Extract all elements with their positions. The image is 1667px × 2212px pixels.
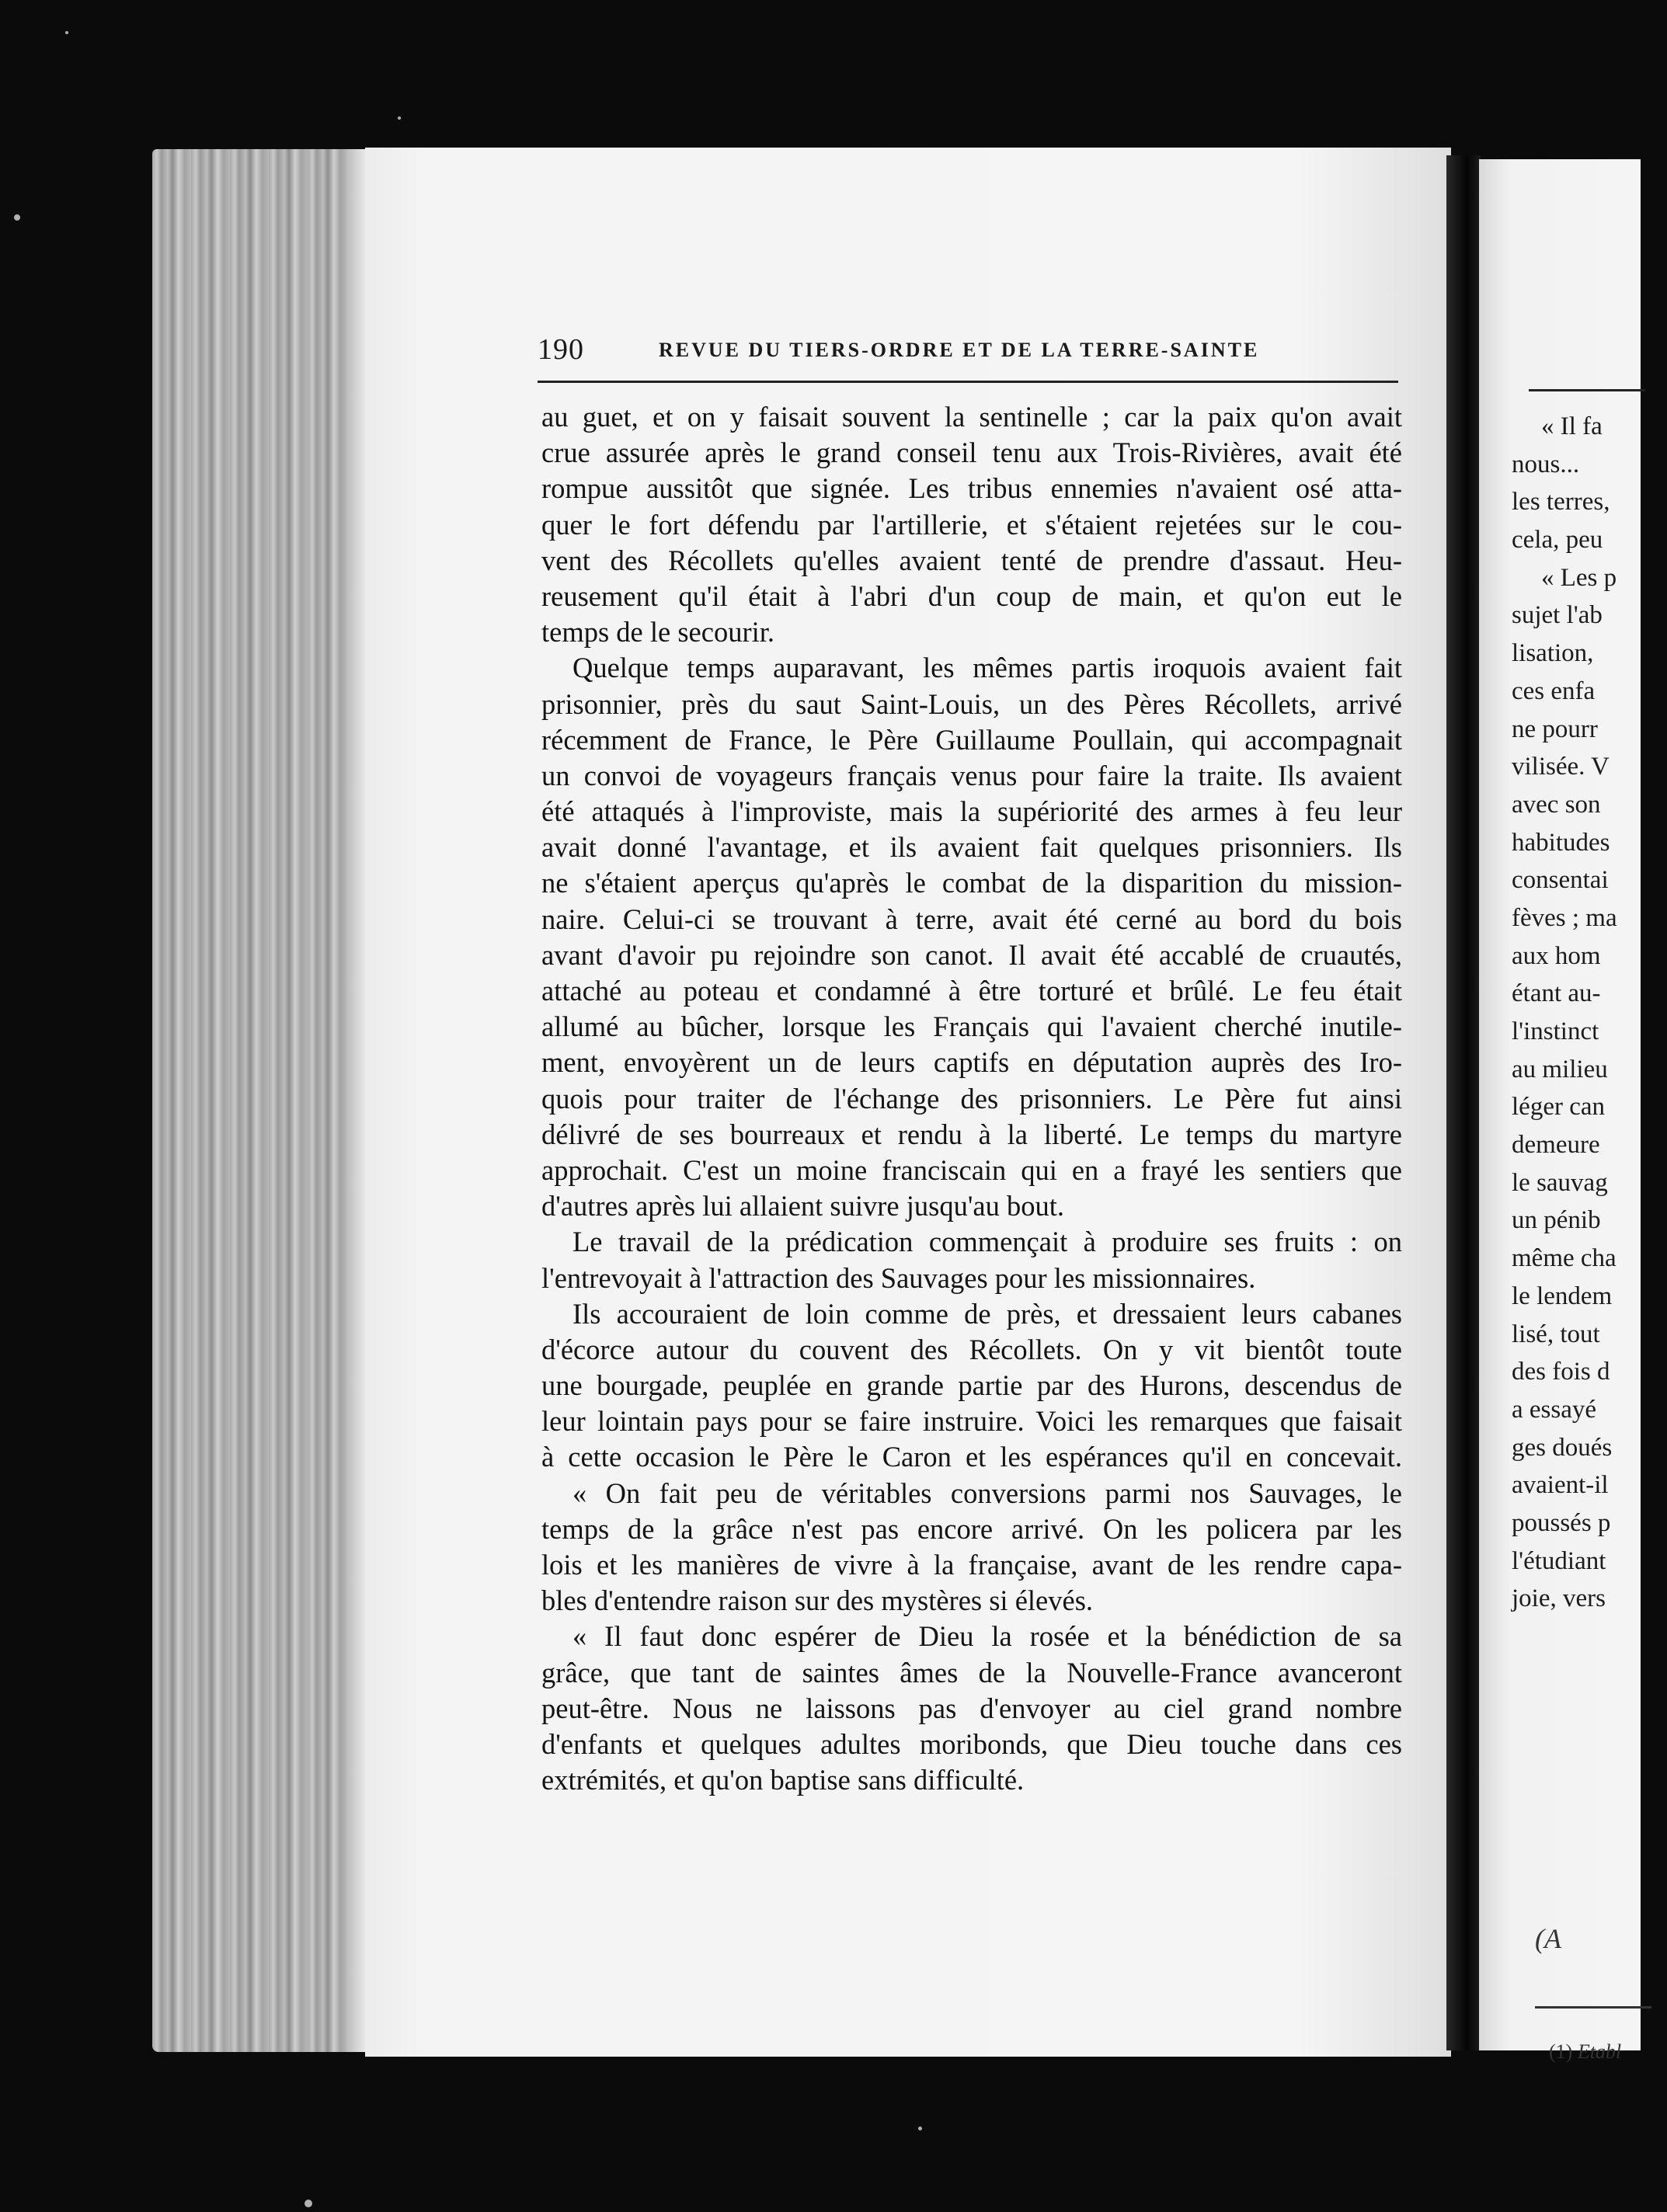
facing-text-line: a essayé xyxy=(1512,1395,1597,1424)
text-line: rompue aussitôt que signée. Les tribus ennemies n'avaient osé atta- xyxy=(541,472,1402,505)
text-line: « On fait peu de véritables conversions parmi nos Sauvages, le xyxy=(572,1476,1402,1509)
running-title: REVUE DU TIERS-ORDRE ET DE LA TERRE-SAINTE xyxy=(659,339,1260,361)
text-line: allumé au bûcher, lorsque les Français qui l'avaient cherché inutile- xyxy=(541,1010,1402,1043)
text-line: quois pour traiter de l'échange des prisonniers. Le Père fut ainsi xyxy=(541,1082,1402,1115)
facing-text-line: joie, vers xyxy=(1512,1584,1606,1613)
facing-text-line: un pénib xyxy=(1512,1206,1601,1235)
facing-text-line: fèves ; ma xyxy=(1512,903,1617,932)
facing-text-line: cela, peu xyxy=(1512,526,1603,555)
facing-text-line: vilisée. V xyxy=(1512,753,1610,781)
text-line: temps de le secourir. xyxy=(541,616,775,649)
running-header xyxy=(538,332,1400,373)
text-line: attaché au poteau et condamné à être torturé et brûlé. Le feu était xyxy=(541,975,1402,1007)
background-speck xyxy=(65,31,68,34)
facing-text-line: aux hom xyxy=(1512,941,1601,970)
facing-text-line: demeure xyxy=(1512,1131,1600,1160)
text-line: été attaqués à l'improviste, mais la supériorité des armes à feu leur xyxy=(541,795,1402,828)
facing-text-line: même cha xyxy=(1512,1244,1617,1273)
facing-footnote xyxy=(1549,2040,1621,2064)
text-line: un convoi de voyageurs français venus pour faire la traite. Ils avaient xyxy=(541,759,1402,791)
facing-text-line: les terres, xyxy=(1512,488,1610,516)
text-line: une bourgade, peuplée en grande partie par des Hurons, descendus de xyxy=(541,1369,1402,1402)
background-speck xyxy=(398,117,401,120)
facing-text-line: lisation, xyxy=(1512,639,1594,668)
footnote-text: Etabl xyxy=(1577,2040,1622,2063)
facing-text-line: poussés p xyxy=(1512,1508,1611,1537)
facing-text-line: lisé, tout xyxy=(1512,1320,1600,1348)
facing-text-line: l'instinct xyxy=(1512,1017,1599,1045)
text-line: avait donné l'avantage, et ils avaient fait quelques prisonniers. Ils xyxy=(541,831,1402,864)
facing-page-text xyxy=(1512,408,1667,1618)
text-line: d'écorce autour du couvent des Récollets. On y vit bientôt toute xyxy=(541,1333,1402,1365)
text-line: prisonnier, près du saut Saint-Louis, un des Pères Récollets, arrivé xyxy=(541,687,1402,720)
book-gutter xyxy=(1446,155,1481,2050)
facing-text-line: avaient-il xyxy=(1512,1471,1609,1500)
facing-text-line: léger can xyxy=(1512,1093,1605,1122)
text-line: approchait. C'est un moine franciscain qui en a frayé les sentiers que xyxy=(541,1153,1402,1186)
body-text xyxy=(541,399,1402,1798)
text-line: à cette occasion le Père le Caron et les espérances qu'il en concevait. xyxy=(541,1441,1402,1473)
text-line: d'enfants et quelques adultes moribonds, que Dieu touche dans ces xyxy=(541,1727,1402,1760)
page-number: 190 xyxy=(538,333,584,366)
background-speck xyxy=(305,2200,312,2207)
facing-page-header-rule xyxy=(1529,389,1645,391)
text-line: bles d'entendre raison sur des mystères si élevés. xyxy=(541,1584,1094,1617)
facing-text-line: avec son xyxy=(1512,790,1601,819)
text-line: Le travail de la prédication commençait à produire ses fruits : on xyxy=(572,1226,1402,1258)
text-line: Ils accouraient de loin comme de près, et dressaient leurs cabanes xyxy=(572,1297,1402,1330)
facing-text-line: l'étudiant xyxy=(1512,1546,1606,1575)
facing-text-line: le lendem xyxy=(1512,1282,1613,1310)
text-line: au guet, et on y faisait souvent la sentinelle ; car la paix qu'on avait xyxy=(541,401,1402,433)
facing-text-line: consentai xyxy=(1512,866,1609,895)
facing-text-line: ces enfa xyxy=(1512,676,1596,705)
facing-text-line: sujet l'ab xyxy=(1512,601,1603,630)
background-speck xyxy=(14,214,20,221)
facing-text-line: au milieu xyxy=(1512,1055,1608,1083)
facing-text-line: étant au- xyxy=(1512,979,1601,1008)
facing-text-line: ges doués xyxy=(1512,1433,1613,1462)
facing-text-line: habitudes xyxy=(1512,828,1610,857)
text-line: quer le fort défendu par l'artillerie, et s'étaient rejetées sur le cou- xyxy=(541,508,1402,541)
book-page-edges xyxy=(152,149,367,2052)
facing-text-line: « Il fa xyxy=(1541,412,1603,440)
facing-text-line: ne pourr xyxy=(1512,715,1598,743)
text-line: récemment de France, le Père Guillaume Poullain, qui accompagnait xyxy=(541,723,1402,756)
text-line: extrémités, et qu'on baptise sans difficulté. xyxy=(541,1764,1025,1796)
text-line: avant d'avoir pu rejoindre son canot. Il avait été accablé de cruautés, xyxy=(541,938,1402,971)
background-speck xyxy=(918,2127,922,2130)
text-line: crue assurée après le grand conseil tenu aux Trois-Rivières, avait été xyxy=(541,436,1402,469)
facing-continuation: (A xyxy=(1535,1923,1561,1954)
text-line: grâce, que tant de saintes âmes de la Nouvelle-France avanceront xyxy=(541,1656,1402,1689)
text-line: d'autres après lui allaient suivre jusqu'au bout. xyxy=(541,1190,1065,1223)
facing-page xyxy=(1479,159,1641,2063)
facing-footnote-rule xyxy=(1535,2006,1651,2009)
facing-text-line: le sauvag xyxy=(1512,1168,1608,1197)
facing-text-line: nous... xyxy=(1512,450,1580,478)
facing-text-line: « Les p xyxy=(1541,563,1617,592)
text-line: peut-être. Nous ne laissons pas d'envoyer au ciel grand nombre xyxy=(541,1692,1402,1724)
text-line: leur lointain pays pour se faire instruire. Voici les remarques que faisait xyxy=(541,1405,1402,1438)
text-line: naire. Celui-ci se trouvant à terre, avait été cerné au bord du bois xyxy=(541,903,1402,935)
text-line: « Il faut donc espérer de Dieu la rosée et la bénédiction de sa xyxy=(572,1620,1402,1653)
text-line: l'entrevoyait à l'attraction des Sauvages pour les missionnaires. xyxy=(541,1261,1256,1294)
footnote-number: (1) xyxy=(1549,2040,1573,2063)
text-line: ne s'étaient aperçus qu'après le combat de la disparition du mission- xyxy=(541,867,1402,899)
text-line: reusement qu'il était à l'abri d'un coup de main, et qu'on eut le xyxy=(541,579,1402,612)
text-line: vent des Récollets qu'elles avaient tenté de prendre d'assaut. Heu- xyxy=(541,544,1402,576)
facing-text-line: des fois d xyxy=(1512,1358,1610,1386)
header-rule xyxy=(538,381,1398,383)
text-line: temps de la grâce n'est pas encore arrivé. On les policera par les xyxy=(541,1512,1402,1545)
text-line: ment, envoyèrent un de leurs captifs en députation auprès des Iro- xyxy=(541,1046,1402,1079)
text-line: lois et les manières de vivre à la française, avant de les rendre capa- xyxy=(541,1549,1402,1581)
text-line: Quelque temps auparavant, les mêmes partis iroquois avaient fait xyxy=(572,652,1402,684)
text-line: délivré de ses bourreaux et rendu à la liberté. Le temps du martyre xyxy=(541,1118,1402,1150)
